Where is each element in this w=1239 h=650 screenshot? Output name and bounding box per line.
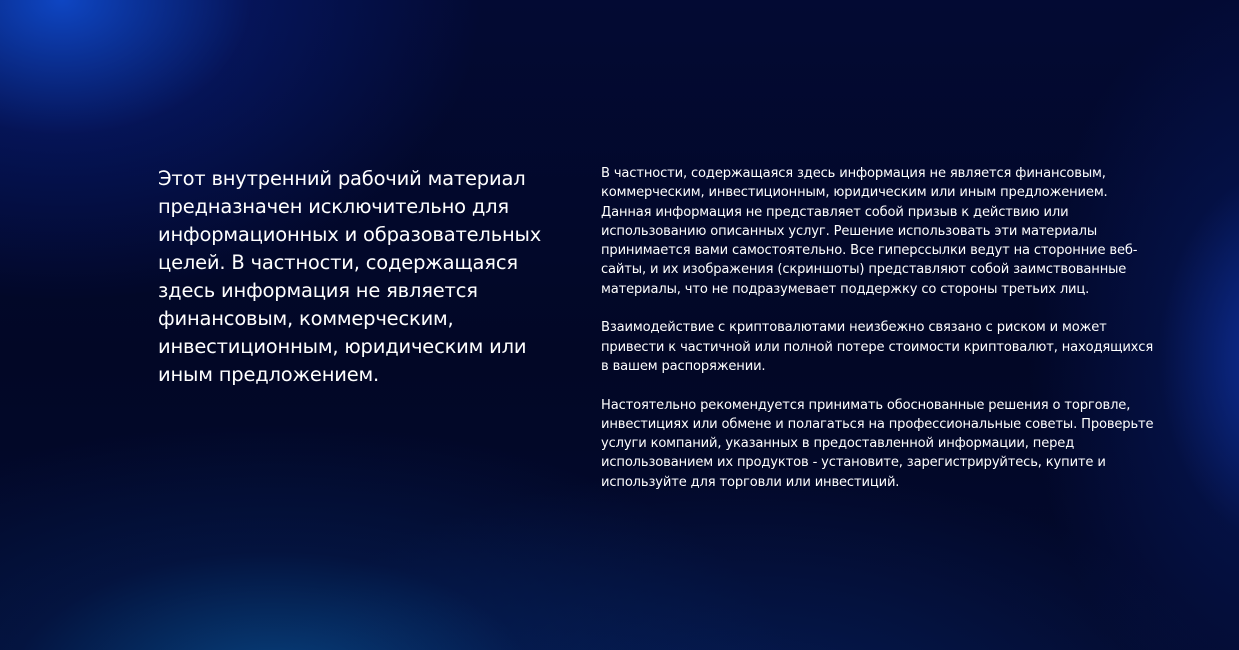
disclaimer-lead-text: Этот внутренний рабочий материал предназначен исключительно для информационных и образовательных целей. В частности, содержащаяся здесь информация не является финансовым, коммерческим, инвестиционным, юридическим или иным предложением. (158, 167, 542, 386)
disclaimer-paragraph-crypto-risk: Взаимодействие с криптовалютами неизбежно связано с риском и может привести к частичной или полной потере стоимости криптовалют, находящихся в вашем распоряжении. (601, 320, 1154, 374)
disclaimer-details (601, 164, 1159, 492)
disclaimer-paragraph-recommendation: Настоятельно рекомендуется принимать обоснованные решения о торговле, инвестициях или обмене и полагаться на профессиональные советы. Проверьте услуги компаний, указанных в предоставленной информации, перед использованием их продуктов - установите, зарегистрируйтесь, купите и используйте для торговли или инвестиций. (601, 397, 1154, 490)
disclaimer-paragraph-financial: В частности, содержащаяся здесь информация не является финансовым, коммерческим, инвестиционным, юридическим или иным предложением. Данная информация не представляет собой призыв к действию или использованию описанных услуг. Решение использовать эти материалы принимается вами самостоятельно. Все гиперссылки ведут на сторонние веб-сайты, и их изображения (скриншоты) представляют собой заимствованные материалы, что не подразумевает поддержку со стороны третьих лиц. (601, 166, 1138, 297)
